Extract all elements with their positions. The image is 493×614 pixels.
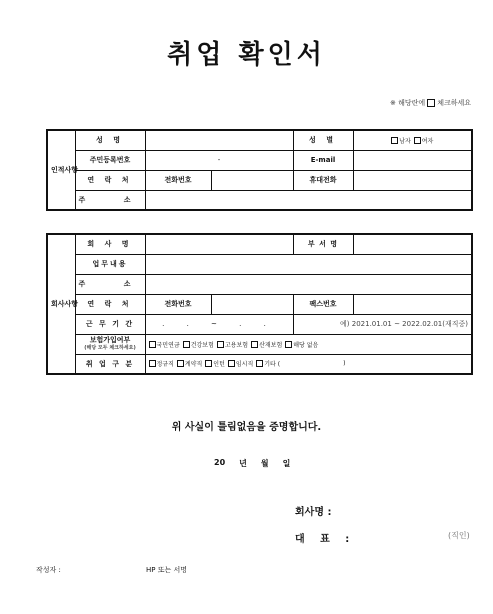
period-example: 예) 2021.01.01 ~ 2022.02.01(재직중) — [293, 314, 472, 334]
gender-field — [353, 130, 472, 150]
rrn-field[interactable]: - — [145, 150, 293, 170]
insurance-option-accident[interactable]: 산재보험 — [251, 340, 282, 349]
fax-label: 팩스번호 — [293, 294, 353, 314]
name-label: 성 명 — [75, 130, 145, 150]
dept-field[interactable] — [353, 234, 472, 254]
company-address-field[interactable] — [145, 274, 472, 294]
checkbox-icon[interactable] — [217, 341, 224, 348]
employment-option-contract[interactable]: 계약직 — [177, 359, 202, 368]
checkbox-icon[interactable] — [149, 341, 156, 348]
company-info-table — [46, 233, 473, 375]
gender-label: 성 별 — [293, 130, 353, 150]
employment-options — [145, 354, 472, 374]
checkbox-sample-icon — [427, 99, 435, 107]
gender-option-female[interactable]: 여자 — [414, 136, 434, 145]
date-year: 년 — [239, 459, 247, 468]
dept-label: 부 서 명 — [293, 234, 353, 254]
checkbox-icon[interactable] — [205, 360, 212, 367]
email-field[interactable] — [353, 150, 472, 170]
job-field[interactable] — [145, 254, 472, 274]
insurance-label-cell — [75, 334, 145, 354]
personal-info-table — [46, 129, 473, 211]
checkbox-icon[interactable] — [285, 341, 292, 348]
checkbox-icon[interactable] — [251, 341, 258, 348]
checkbox-icon[interactable] — [391, 137, 398, 144]
checkbox-icon[interactable] — [149, 360, 156, 367]
rrn-label: 주민등록번호 — [75, 150, 145, 170]
signature-company-label: 회사명 : — [295, 507, 332, 518]
email-label: E-mail — [293, 150, 353, 170]
checkbox-icon[interactable] — [177, 360, 184, 367]
fax-field[interactable] — [353, 294, 472, 314]
insurance-sub: (해당 모두 체크하세요) — [84, 345, 136, 351]
mobile-label: 휴대전화 — [293, 170, 353, 190]
employment-option-other[interactable]: 기타 ( — [256, 359, 280, 368]
period-label: 근 무 기 간 — [75, 314, 145, 334]
employment-label: 취 업 구 분 — [75, 354, 145, 374]
company-phone-label: 전화번호 — [145, 294, 211, 314]
writer-label: 작성자 : — [36, 566, 61, 574]
company-name-field[interactable] — [145, 234, 293, 254]
employment-option-temporary[interactable]: 임시직 — [228, 359, 253, 368]
date-line — [214, 458, 290, 469]
employment-other-close: ) — [343, 360, 346, 368]
insurance-option-none[interactable]: 해당 없음 — [285, 340, 318, 349]
address-label: 주 소 — [75, 190, 145, 210]
insurance-option-pension[interactable]: 국민연금 — [149, 340, 180, 349]
name-field[interactable] — [145, 130, 293, 150]
page-title: 취업 확인서 — [167, 40, 326, 70]
employment-option-regular[interactable]: 정규직 — [149, 359, 174, 368]
gender-option-male[interactable]: 남자 — [391, 136, 411, 145]
phone-field[interactable] — [211, 170, 293, 190]
contact-label: 연 락 처 — [75, 170, 145, 190]
personal-side-label: 인적사항 — [47, 130, 75, 210]
period-field[interactable]: . . ~ . . — [145, 314, 293, 334]
date-year-prefix: 20 — [214, 458, 226, 467]
signature-rep-label: 대 표 : — [295, 534, 356, 545]
company-contact-label: 연 락 처 — [75, 294, 145, 314]
insurance-options — [145, 334, 472, 354]
company-phone-field[interactable] — [211, 294, 293, 314]
notice-text: ※ 해당란에 — [390, 99, 426, 107]
insurance-label: 보험가입여부 — [89, 336, 131, 344]
checkbox-icon[interactable] — [228, 360, 235, 367]
certification-text: 위 사실이 틀림없음을 증명합니다. — [171, 422, 322, 433]
notice-text-after: 체크하세요 — [437, 99, 471, 107]
mobile-field[interactable] — [353, 170, 472, 190]
insurance-option-health[interactable]: 건강보험 — [183, 340, 214, 349]
writer-value: HP 또는 서명 — [146, 566, 187, 574]
date-day: 일 — [282, 459, 291, 468]
checkbox-icon[interactable] — [183, 341, 190, 348]
employment-option-intern[interactable]: 인턴 — [205, 359, 225, 368]
company-side-label: 회사사항 — [47, 234, 75, 374]
company-name-label: 회 사 명 — [75, 234, 145, 254]
insurance-option-employment[interactable]: 고용보험 — [217, 340, 248, 349]
date-month: 월 — [260, 459, 269, 468]
phone-label: 전화번호 — [145, 170, 211, 190]
seal-mark: (직인) — [448, 531, 470, 540]
checkbox-icon[interactable] — [414, 137, 421, 144]
checkbox-icon[interactable] — [256, 360, 263, 367]
company-address-label: 주 소 — [75, 274, 145, 294]
address-field[interactable] — [145, 190, 472, 210]
check-notice — [390, 98, 471, 108]
job-label: 업무내용 — [75, 254, 145, 274]
